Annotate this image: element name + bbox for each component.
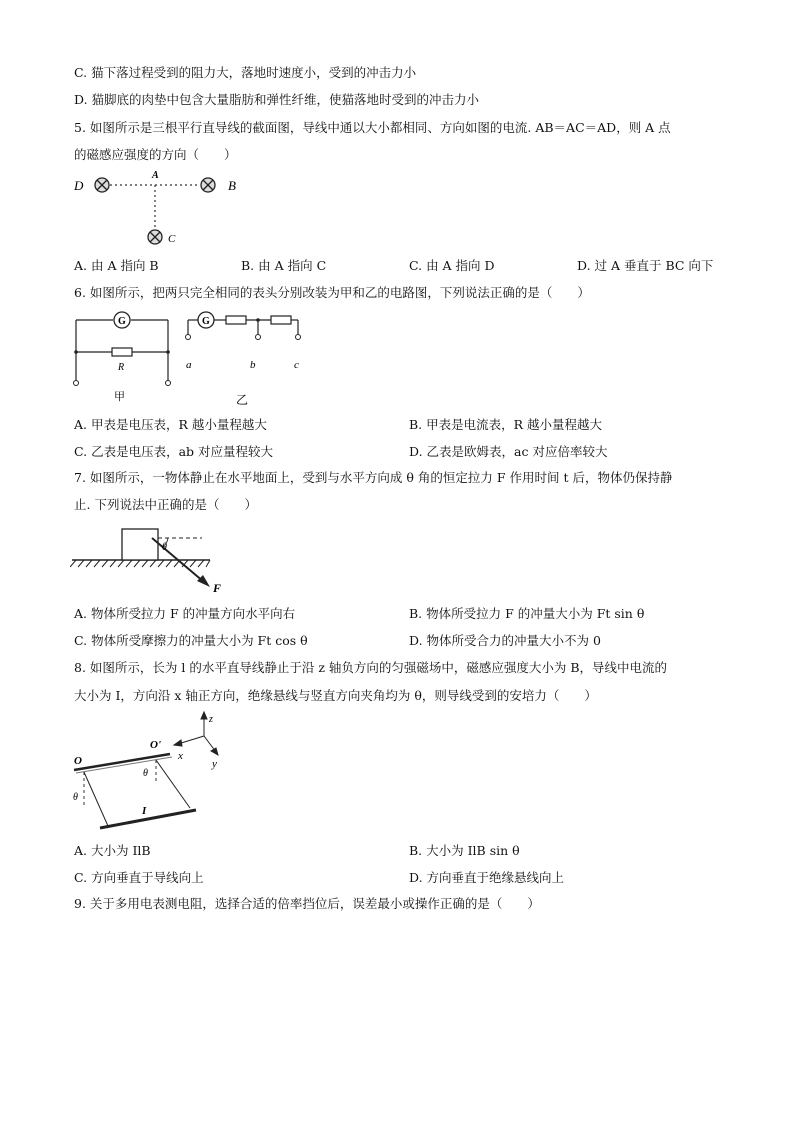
q8-stem-line2: 大小为 I，方向沿 x 轴正方向，绝缘悬线与竖直方向夹角均为 θ，则导线受到的安培力（ ） (74, 688, 597, 703)
q8-option-b: B. 大小为 IlB sin θ (409, 843, 520, 858)
q8-option-a: A. 大小为 IlB (74, 843, 151, 858)
q6-option-d: D. 乙表是欧姆表，ac 对应倍率较大 (409, 444, 608, 459)
circuit-jia (74, 312, 171, 403)
svg-text:F: F (213, 581, 222, 595)
q6-option-b: B. 甲表是电流表，R 越小量程越大 (409, 417, 603, 432)
q7-force-diagram (70, 524, 240, 598)
svg-text:θ: θ (73, 792, 78, 803)
q8-option-c: C. 方向垂直于导线向上 (74, 870, 204, 885)
q6-option-c: C. 乙表是电压表，ab 对应量程较大 (74, 444, 273, 459)
wire-b-icon (201, 178, 215, 192)
resistor-icon (112, 348, 132, 356)
svg-text:O: O (74, 755, 82, 767)
svg-text:O': O' (150, 739, 161, 751)
svg-text:R: R (118, 362, 125, 373)
resistor-icon (226, 316, 246, 324)
q6-option-a: A. 甲表是电压表，R 越小量程越大 (74, 417, 267, 432)
circuit-yi (186, 312, 301, 407)
svg-text:θ: θ (162, 542, 167, 553)
svg-text:甲: 甲 (114, 391, 125, 403)
q5-option-a: A. 由 A 指向 B (74, 258, 159, 273)
conductor-icon (100, 810, 196, 828)
wire-d-icon (95, 178, 109, 192)
label-c: C (168, 233, 176, 245)
q5-option-b: B. 由 A 指向 C (241, 258, 327, 273)
q6-circuit-diagram (68, 306, 316, 408)
svg-text:I: I (142, 805, 147, 817)
label-b: B (228, 178, 236, 193)
wire-c-icon (148, 230, 162, 244)
q8-option-d: D. 方向垂直于绝缘悬线向上 (409, 870, 565, 885)
svg-text:θ: θ (143, 768, 148, 779)
q7-option-c: C. 物体所受摩擦力的冲量大小为 Ft cos θ (74, 633, 308, 648)
q5-wire-diagram (70, 166, 250, 250)
resistor-icon (271, 316, 291, 324)
label-d: D (74, 178, 84, 193)
svg-text:G: G (202, 316, 210, 327)
q5-stem-line2: 的磁感应强度的方向（ ） (74, 147, 237, 162)
q6-stem: 6. 如图所示，把两只完全相同的表头分别改装为甲和乙的电路图，下列说法正确的是（ ） (74, 285, 590, 300)
svg-text:b: b (250, 359, 256, 371)
q7-option-d: D. 物体所受合力的冲量大小不为 0 (409, 633, 601, 648)
q7-option-b: B. 物体所受拉力 F 的冲量大小为 Ft sin θ (409, 606, 645, 621)
svg-text:G: G (118, 316, 126, 327)
q5-option-d: D. 过 A 垂直于 BC 向下 (577, 258, 714, 273)
q7-stem-line2: 止. 下列说法中正确的是（ ） (74, 497, 257, 512)
label-a: A (152, 170, 159, 181)
svg-text:z: z (209, 714, 213, 725)
svg-text:a: a (186, 359, 192, 371)
block-icon (122, 529, 158, 560)
q7-option-a: A. 物体所受拉力 F 的冲量方向水平向右 (74, 606, 296, 621)
q4-option-c: C. 猫下落过程受到的阻力大，落地时速度小，受到的冲击力小 (74, 65, 417, 80)
q8-stem-line1: 8. 如图所示，长为 l 的水平直导线静止于沿 z 轴负方向的匀强磁场中，磁感应强度大小为 B，导线中电流的 (74, 660, 668, 675)
q9-stem: 9. 关于多用电表测电阻，选择合适的倍率挡位后，误差最小或操作正确的是（ ） (74, 896, 540, 911)
svg-text:乙: 乙 (236, 393, 249, 407)
q8-wire-diagram (70, 710, 250, 836)
q5-option-c: C. 由 A 指向 D (409, 258, 495, 273)
q7-stem-line1: 7. 如图所示，一物体静止在水平地面上，受到与水平方向成 θ 角的恒定拉力 F 作用时间 t 后，物体仍保持静 (74, 470, 673, 485)
svg-text:y: y (212, 758, 217, 770)
svg-text:c: c (294, 359, 299, 371)
svg-text:x: x (178, 750, 183, 762)
q5-stem-line1: 5. 如图所示是三根平行直导线的截面图，导线中通以大小都相同、方向如图的电流. AB＝AC＝AD，则 A 点 (74, 120, 671, 135)
q4-option-d: D. 猫脚底的肉垫中包含大量脂肪和弹性纤维，使猫落地时受到的冲击力小 (74, 92, 480, 107)
